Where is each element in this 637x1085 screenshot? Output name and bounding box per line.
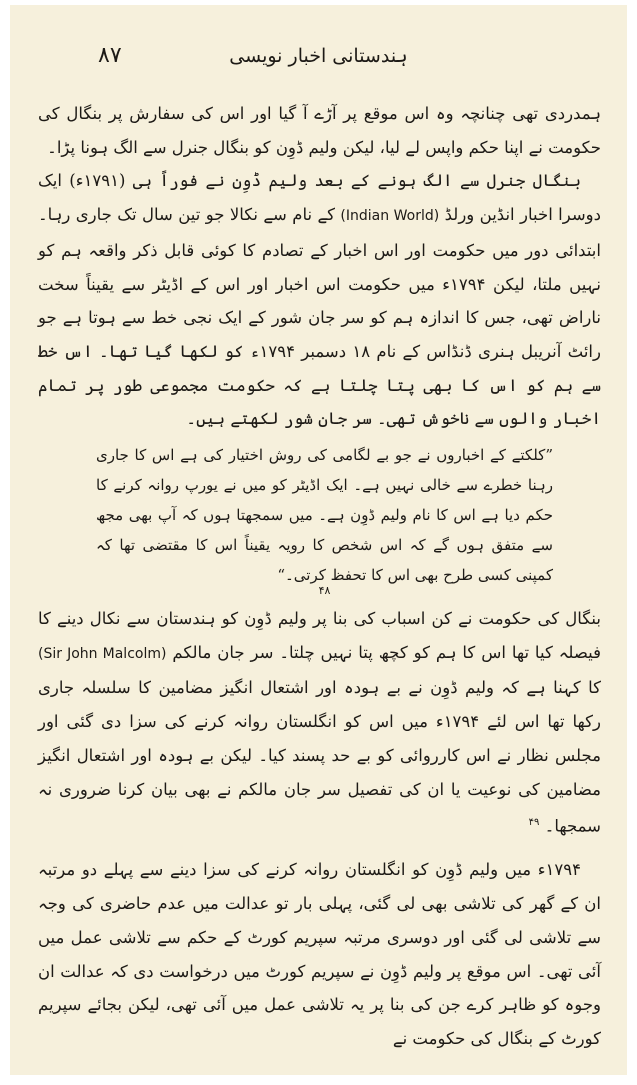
- paragraph-2: [38, 164, 601, 436]
- page-header: [10, 43, 627, 83]
- body-text: [38, 97, 601, 1056]
- page-number: ۸۷: [98, 43, 122, 68]
- paragraph-1: ہمدردی تھی چنانچہ وہ اس موقع پر آڑے آ گیا اور اس کی سفارش پر بنگال کی حکومت نے اپنا حکم واپس لے لیا، لیکن ولیم ڈوِن کو بنگال جنرل سے الگ ہونا پڑا۔: [38, 104, 601, 157]
- paragraph-3-continued: کا کہنا ہے کہ ولیم ڈوِن نے بے ہودہ اور اشتعال انگیز مضامین کا سلسلہ جاری رکھا تھا اس لئے ۱۷۹۴ء میں اس کو انگلستان روانہ کرنے کی سزا دی گئی اور مجلس نظار نے اس کارروائی کو بے حد پسند کیا۔ لیکن بے ہودہ اور اشتعال انگیز مضامین کی نوعیت یا ان کی تفصیل سر جان مالکم نے بھی بیان کرنا ضروری نہ سمجھا۔: [38, 678, 601, 836]
- block-quote: [96, 440, 553, 596]
- paragraph-2-continued: کے نام سے نکالا جو تین سال تک جاری رہا۔ ابتدائی دور میں حکومت اور اس اخبار کے تصادم کا کوئی قابل ذکر واقعہ ہم کو نہیں ملتا، لیکن ۱۷۹۴ء میں حکومت اس اخبار اور اس کے اڈیٹر سے یقیناً سخت ناراض تھی، جس کا اندازہ ہم کو سر جان شور کے ایک نجی خط سے ہوتا ہے جو رائٹ آنریبل ہنری ڈنڈاس کے نام ۱۸ دسمبر ۱۷۹۴ء کو لکھا گیا تھا۔ اس خط سے ہم کو اس کا بھی پتا چلتا ہے کہ حکومت مجموعی طور پر تمام اخبار والوں سے ناخوش تھی۔ سر جان شور لکھتے ہیں۔: [38, 205, 601, 429]
- john-malcolm-latin: (Sir John Malcolm): [38, 645, 167, 662]
- paragraph-3-text: بنگال کی حکومت نے کن اسباب کی بنا پر ولیم ڈوِن کو ہندستان سے نکال دینے کا فیصلہ کیا تھا اس کا ہم کو کچھ پتا نہیں چلتا۔ سر جان مالکم: [38, 609, 602, 662]
- paragraph-3-footnote-number: ۴۹: [528, 817, 540, 829]
- indian-world-latin: (Indian World): [340, 208, 440, 225]
- running-title: ہندستانی اخبار نویسی: [229, 45, 408, 67]
- quote-footnote-number: ۴۸: [318, 584, 331, 598]
- paragraph-4: ۱۷۹۴ء میں ولیم ڈوِن کو انگلستان روانہ کرنے کی سزا دینے سے پہلے دو مرتبہ ان کے گھر کی تلاشی بھی لی گئی، پہلی بار تو عدالت میں عدم حاضری کی وجہ سے تلاشی لی گئی اور دوسری مرتبہ سپریم کورٹ کے حکم سے تلاشی عمل میں آئی تھی۔ اس موقع پر ولیم ڈوِن نے سپریم کورٹ میں درخواست دی کہ عدالت ان وجوہ کو ظاہر کرے جن کی بنا پر یہ تلاشی عمل میں آئی تھی، لیکن بجائے سپریم کورٹ کے بنگال کی حکومت نے: [38, 860, 601, 1048]
- paragraph-spacer: [38, 843, 601, 853]
- paragraph-3: [38, 602, 601, 843]
- paragraph-2-text: بنگال جنرل سے الگ ہونے کے بعد ولیم ڈوِن نے فوراً ہی (۱۷۹۱ء) ایک دوسرا اخبار انڈین ورلڈ: [38, 171, 602, 225]
- book-page: [10, 5, 627, 1075]
- quote-text: ”کلکتے کے اخباروں نے جو بے لگامی کی روش اختیار کی ہے اس کا جاری رہنا خطرے سے خالی نہیں ہے۔ ایک اڈیٹر کو میں نے یورپ روانہ کرنے کا حکم دیا ہے اس کا نام ولیم ڈوِن ہے۔ میں سمجھتا ہوں کہ آپ بھی مجھ سے متفق ہوں گے کہ اس شخص کا رویہ یقیناً اس کا مقتضی تھا کہ کمپنی کسی طرح بھی اس کا تحفظ کرتی۔“: [96, 446, 553, 585]
